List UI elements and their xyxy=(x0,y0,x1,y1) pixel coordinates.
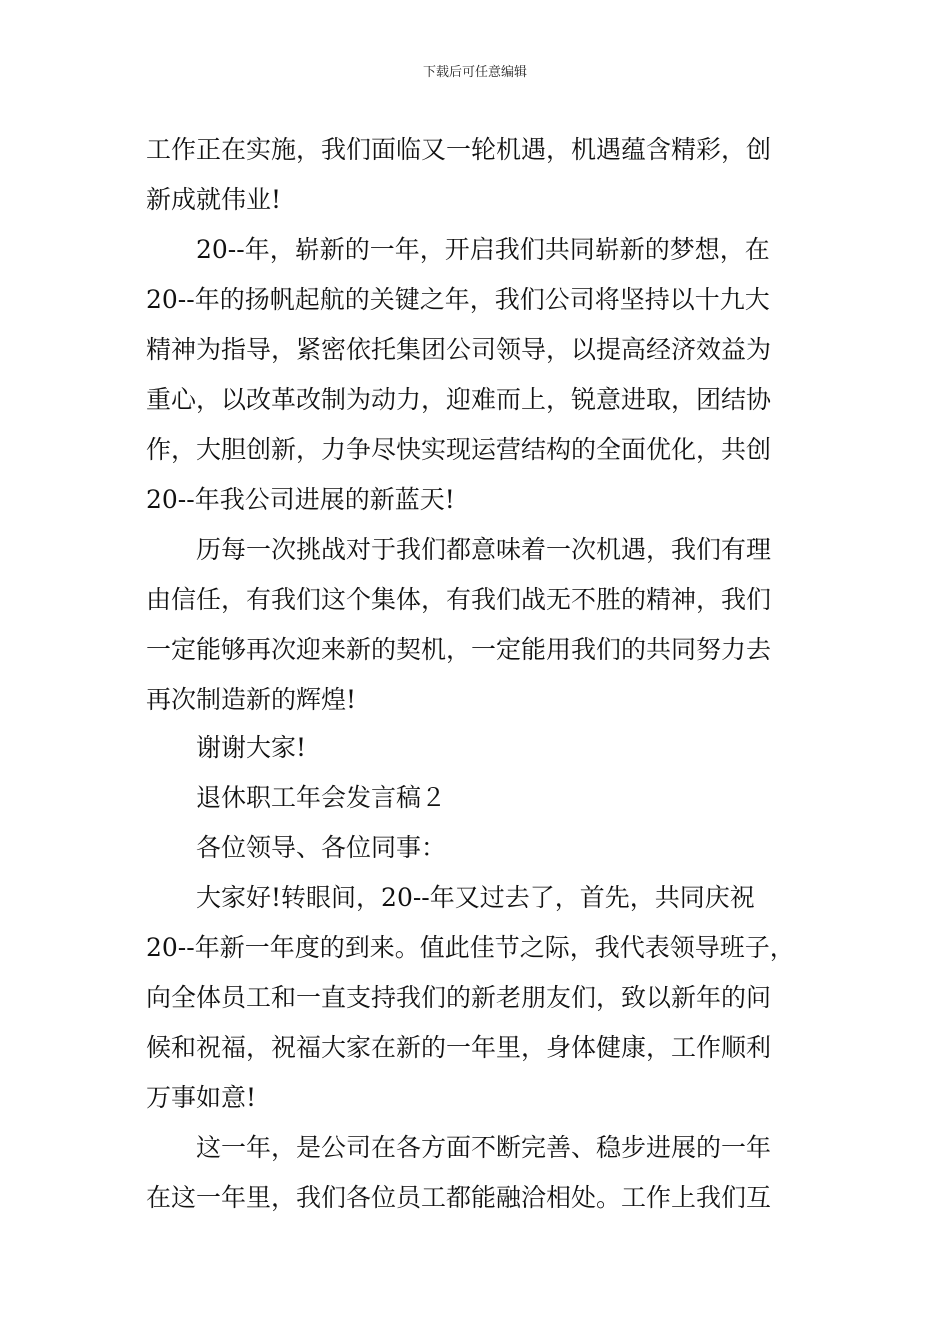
section-title: 退休职工年会发言稿２ xyxy=(196,783,447,812)
body-line: 工作正在实施，我们面临又一轮机遇，机遇蕴含精彩，创 xyxy=(146,135,772,164)
body-line: 新成就伟业! xyxy=(146,185,282,214)
body-line: 在这一年里，我们各位员工都能融洽相处。工作上我们互 xyxy=(146,1183,772,1212)
body-line: 再次制造新的辉煌! xyxy=(146,685,357,714)
body-line: 历每一次挑战对于我们都意味着一次机遇，我们有理 xyxy=(196,535,772,564)
body-line: 作，大胆创新，力争尽快实现运营结构的全面优化，共创 xyxy=(146,435,772,464)
body-line: 20--年，崭新的一年，开启我们共同崭新的梦想，在 xyxy=(196,235,770,264)
body-line: 20--年的扬帆起航的关键之年，我们公司将坚持以十九大 xyxy=(146,285,770,314)
body-line: 谢谢大家! xyxy=(196,733,307,762)
body-line: 大家好!转眼间，20--年又过去了，首先，共同庆祝 xyxy=(196,883,755,912)
page-header: 下载后可任意编辑 xyxy=(422,65,527,80)
body-line: 这一年，是公司在各方面不断完善、稳步进展的一年 xyxy=(196,1133,772,1162)
body-line: 重心，以改革改制为动力，迎难而上，锐意进取，团结协 xyxy=(146,385,772,414)
body-line: 万事如意! xyxy=(146,1083,257,1112)
body-line: 由信任，有我们这个集体，有我们战无不胜的精神，我们 xyxy=(146,585,772,614)
salutation: 各位领导、各位同事： xyxy=(196,833,447,862)
body-line: 向全体员工和一直支持我们的新老朋友们，致以新年的问 xyxy=(146,983,772,1012)
body-line: 精神为指导，紧密依托集团公司领导，以提高经济效益为 xyxy=(146,335,772,364)
body-line: 候和祝福，祝福大家在新的一年里，身体健康，工作顺利 xyxy=(146,1033,772,1062)
body-line: 20--年我公司进展的新蓝天! xyxy=(146,485,455,514)
body-line: 20--年新一年度的到来。值此佳节之际，我代表领导班子， xyxy=(146,933,795,962)
body-line: 一定能够再次迎来新的契机，一定能用我们的共同努力去 xyxy=(146,635,772,664)
